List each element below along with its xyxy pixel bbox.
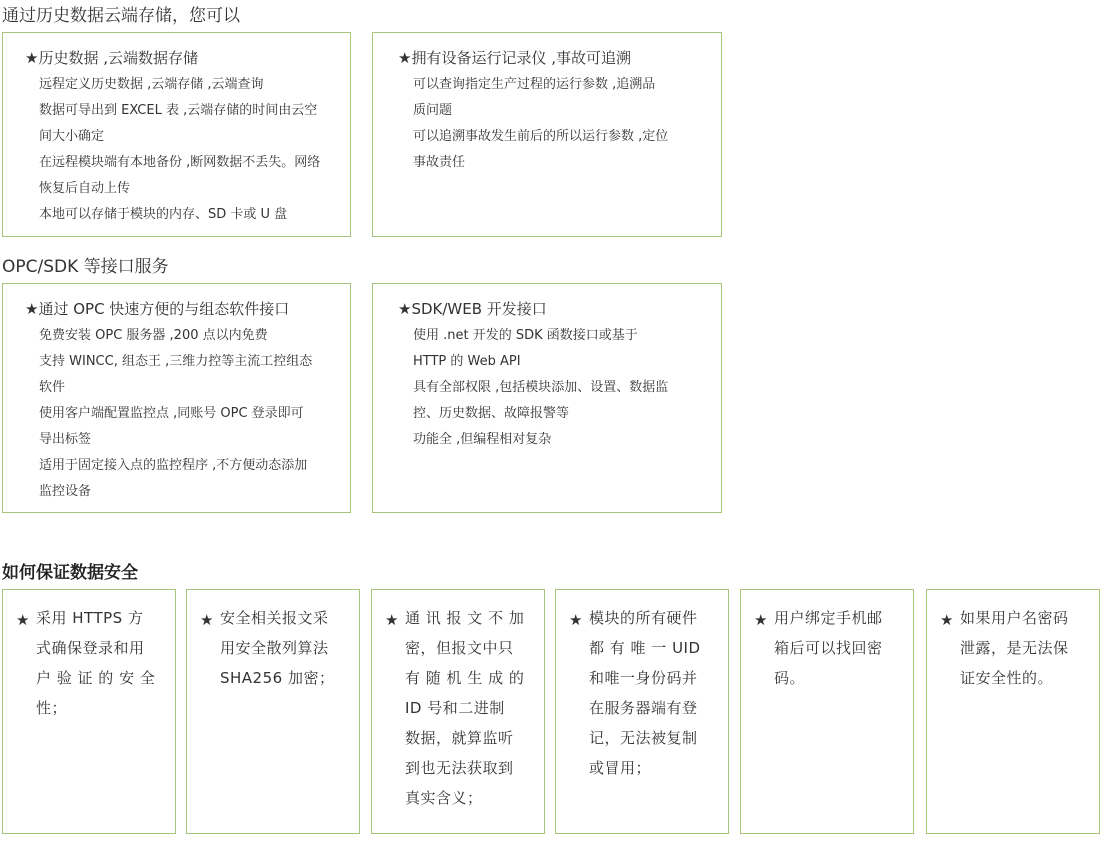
feature-line: 免费安装 OPC 服务器 ,200 点以内免费 (39, 328, 268, 343)
security-box-lines (960, 603, 1069, 693)
security-line: 模块的所有硬件 (589, 609, 698, 627)
security-box-lines (405, 603, 524, 813)
security-line: 证安全性的。 (960, 669, 1054, 687)
security-box-sha256 (186, 589, 360, 834)
security-box-lines (36, 603, 155, 723)
security-box-https (2, 589, 176, 834)
feature-line: 具有全部权限 ,包括模块添加、设置、数据监 (413, 380, 669, 395)
feature-box-history-data (2, 32, 351, 237)
security-box-uid (555, 589, 729, 834)
feature-line: 可以查询指定生产过程的运行参数 ,追溯品 (413, 77, 656, 92)
feature-box-lines (39, 323, 312, 505)
security-line: 密，但报文中只 (405, 639, 514, 657)
security-line: 和唯一身份码并 (589, 669, 698, 687)
feature-line: 使用客户端配置监控点 ,同账号 OPC 登录即可 (39, 406, 304, 421)
feature-line: 软件 (39, 380, 66, 395)
security-line: 用户绑定手机邮 (774, 609, 883, 627)
security-line: 采用 HTTPS 方 (36, 609, 144, 627)
security-box-password-recovery (740, 589, 914, 834)
feature-box-sdk (372, 283, 722, 513)
feature-box-title: ★SDK/WEB 开发接口 (398, 300, 547, 318)
feature-line: 支持 WINCC, 组态王 ,三维力控等主流工控组态 (39, 354, 313, 369)
star-icon: ★ (754, 611, 768, 629)
feature-line: 功能全 ,但编程相对复杂 (413, 432, 552, 447)
security-box-random-id (371, 589, 545, 834)
security-line: 真实含义； (405, 789, 483, 807)
feature-line: 质问题 (413, 103, 453, 118)
security-box-credential-leak (926, 589, 1100, 834)
security-line: 户 验 证 的 安 全 (36, 669, 156, 687)
feature-box-recorder (372, 32, 722, 237)
security-line: 用安全散列算法 (220, 639, 329, 657)
star-icon: ★ (569, 611, 583, 629)
security-line: 有 随 机 生 成 的 (405, 669, 525, 687)
feature-box-lines (39, 72, 320, 228)
section-heading-interfaces: OPC/SDK 等接口服务 (2, 257, 169, 277)
feature-line: 监控设备 (39, 484, 92, 499)
section-heading-security: 如何保证数据安全 (2, 563, 138, 583)
security-line: 式确保登录和用 (36, 639, 145, 657)
feature-line: 控、历史数据、故障报警等 (413, 406, 570, 421)
feature-line: 使用 .net 开发的 SDK 函数接口或基于 (413, 328, 638, 343)
feature-line: 恢复后自动上传 (39, 181, 131, 196)
section-heading-history: 通过历史数据云端存储，您可以 (2, 6, 240, 26)
security-line: 或冒用； (589, 759, 652, 777)
feature-line: 本地可以存储于模块的内存、SD 卡或 U 盘 (39, 207, 288, 222)
feature-line: 间大小确定 (39, 129, 105, 144)
security-line: 在服务器端有登 (589, 699, 698, 717)
feature-line: HTTP 的 Web API (413, 354, 521, 369)
security-box-lines (774, 603, 883, 693)
security-line: 记，无法被复制 (589, 729, 698, 747)
security-line: ID 号和二进制 (405, 699, 505, 717)
security-line: 码。 (774, 669, 806, 687)
security-line: 到也无法获取到 (405, 759, 514, 777)
security-line: 箱后可以找回密 (774, 639, 883, 657)
feature-box-title: ★拥有设备运行记录仪 ,事故可追溯 (398, 49, 631, 67)
feature-box-opc (2, 283, 351, 513)
feature-box-title: ★历史数据 ,云端数据存储 (25, 49, 198, 67)
security-box-lines (589, 603, 701, 783)
star-icon: ★ (385, 611, 399, 629)
star-icon: ★ (16, 611, 30, 629)
feature-box-lines (413, 72, 668, 176)
feature-line: 事故责任 (413, 155, 466, 170)
security-line: 泄露，是无法保 (960, 639, 1069, 657)
star-icon: ★ (940, 611, 954, 629)
feature-box-lines (413, 323, 668, 453)
security-line: 都 有 唯 一 UID (589, 639, 701, 657)
security-line: SHA256 加密； (220, 669, 335, 687)
star-icon: ★ (200, 611, 214, 629)
security-box-lines (220, 603, 334, 693)
feature-line: 导出标签 (39, 432, 92, 447)
feature-line: 数据可导出到 EXCEL 表 ,云端存储的时间由云空 (39, 103, 318, 118)
security-line: 性； (36, 699, 68, 717)
feature-line: 适用于固定接入点的监控程序 ,不方便动态添加 (39, 458, 308, 473)
security-line: 通 讯 报 文 不 加 (405, 609, 525, 627)
security-line: 如果用户名密码 (960, 609, 1069, 627)
security-line: 数据，就算监听 (405, 729, 514, 747)
security-line: 安全相关报文采 (220, 609, 329, 627)
feature-line: 在远程模块端有本地备份 ,断网数据不丢失。网络 (39, 155, 321, 170)
feature-box-title: ★通过 OPC 快速方便的与组态软件接口 (25, 300, 290, 318)
feature-line: 远程定义历史数据 ,云端存储 ,云端查询 (39, 77, 264, 92)
feature-line: 可以追溯事故发生前后的所以运行参数 ,定位 (413, 129, 669, 144)
